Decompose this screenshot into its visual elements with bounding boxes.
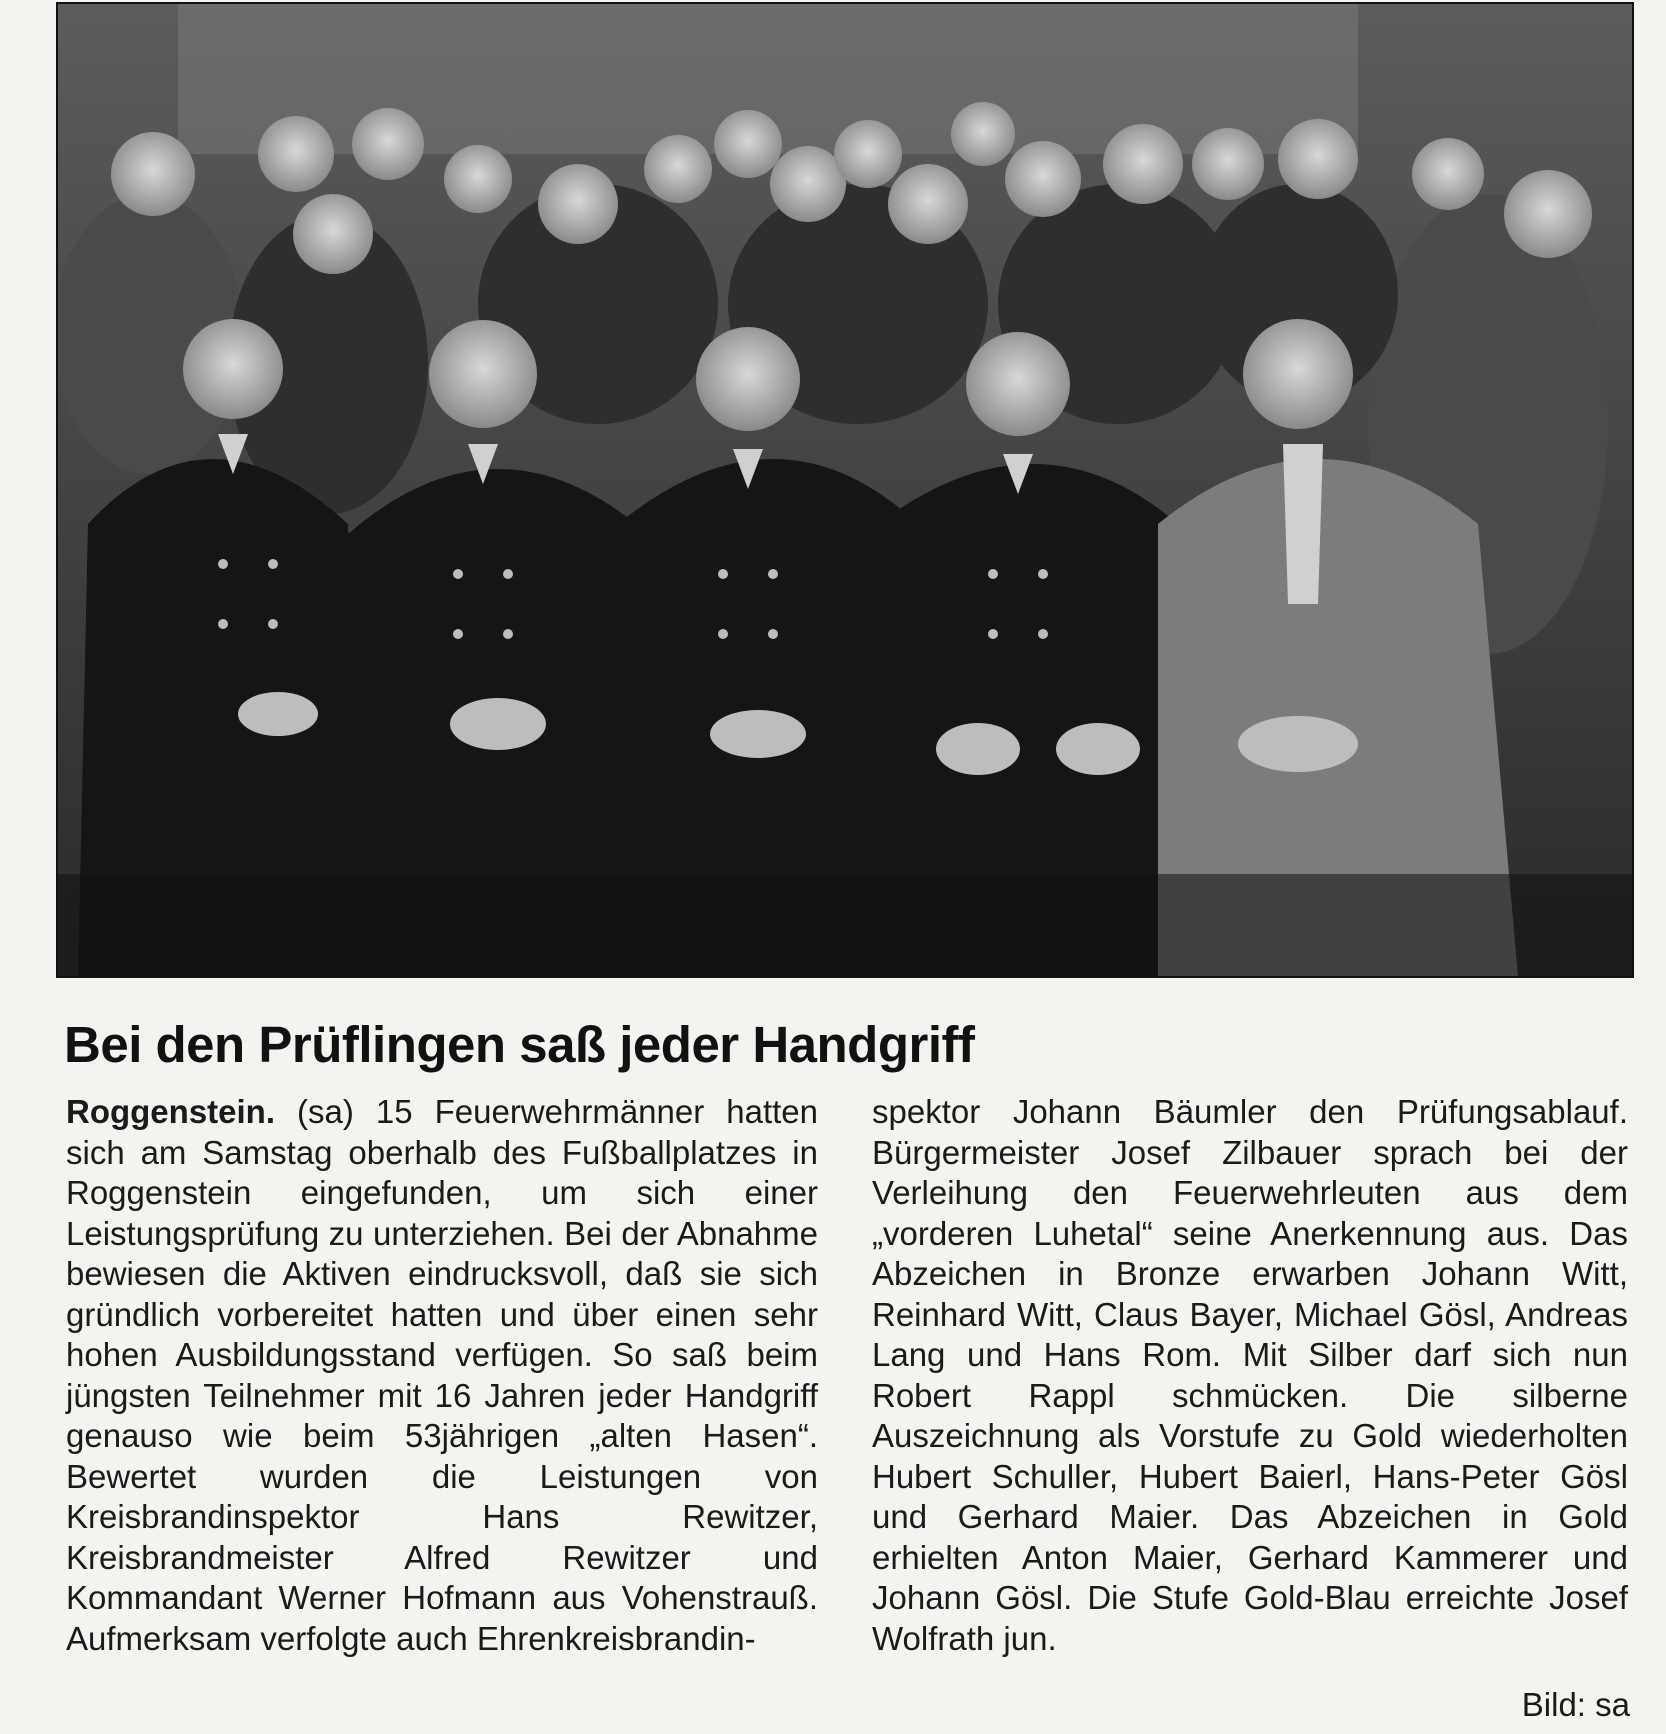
group-photo: [56, 2, 1634, 978]
headline: Bei den Prüflingen saß jeder Handgriff: [64, 1016, 975, 1073]
photo-credit: Bild: sa: [1521, 1686, 1630, 1723]
group-photo-icon: [58, 4, 1632, 976]
dateline: Roggenstein.: [66, 1093, 276, 1130]
article-column-right: spektor Johann Bäumler den Prüfungsablauf. Bürgermeister Josef Zilbauer sprach bei der Verleihung den Feuerwehrleuten aus dem „vorderen Luhetal“ seine Anerkennung aus. Das Abzeichen in Bronze erwarben Johann Witt, Reinhard Witt, Claus Bayer, Michael Gösl, Andreas Lang und Hans Rom. Mit Silber darf sich nun Robert Rappl schmücken. Die silberne Auszeichnung als Vorstufe zu Gold wiederholten Hubert Schuller, Hubert Baierl, Hans-Peter Gösl und Gerhard Maier. Das Abzeichen in Gold erhielten Anton Maier, Gerhard Kammerer und Johann Gösl. Die Stufe Gold-Blau erreichte Josef Wolfrath jun.: [872, 1093, 1628, 1657]
article-text-left: (sa) 15 Feuerwehrmänner hatten sich am Samstag oberhalb des Fußballplatzes in Roggenstein eingefunden, um sich einer Leistungsprüfung zu unterziehen. Bei der Abnahme bewiesen die Aktiven eindrucksvoll, daß sie sich gründlich vorbereitet hatten und über einen sehr hohen Ausbildungsstand verfügen. So saß beim jüngsten Teilnehmer mit 16 Jahren jeder Handgriff genauso wie beim 53jährigen „alten Hasen“. Bewertet wurden die Leistungen von Kreisbrandinspektor Hans Rewitzer, Kreisbrandmeister Alfred Rewitzer und Kommandant Werner Hofmann aus Vohenstrauß. Aufmerksam verfolgte auch Ehrenkreisbrandin-: [66, 1093, 818, 1657]
article-column-left: [66, 1092, 818, 1659]
